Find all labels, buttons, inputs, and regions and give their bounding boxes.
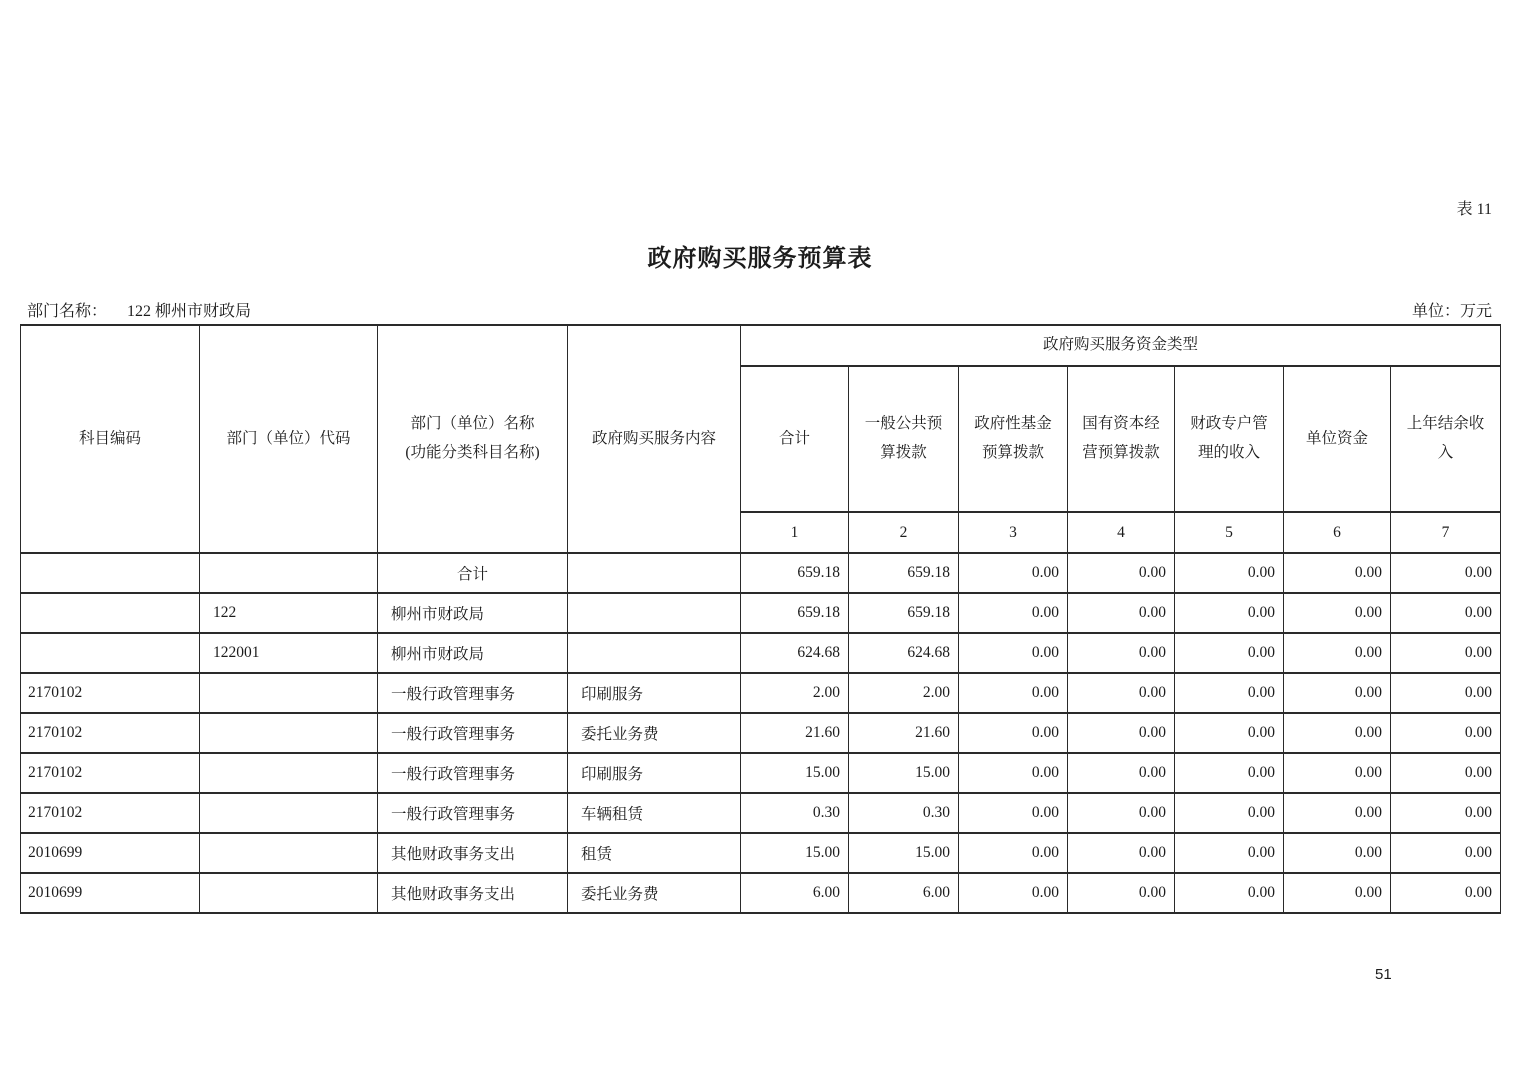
cell-subject-code: 2170102 (21, 793, 200, 833)
cell-value-col5: 0.00 (1175, 633, 1284, 673)
col-header-dept-name (378, 325, 568, 553)
cell-service-content: 委托业务费 (568, 873, 741, 913)
cell-subject-code (21, 553, 200, 593)
table-row (21, 633, 1501, 673)
cell-value-col6: 0.00 (1284, 633, 1391, 673)
cell-value-col2: 6.00 (849, 873, 959, 913)
cell-value-col3: 0.00 (959, 713, 1068, 753)
cell-value-col7: 0.00 (1391, 593, 1501, 633)
cell-value-col5: 0.00 (1175, 873, 1284, 913)
cell-dept-code: 122 (200, 593, 378, 633)
table-row (21, 753, 1501, 793)
page-title: 政府购买服务预算表 (647, 246, 873, 272)
cell-value-col7: 0.00 (1391, 673, 1501, 713)
col-header-fiscal-special-account-income: 财政专户管 理的收入 (1175, 366, 1284, 512)
cell-value-col4: 0.00 (1068, 633, 1175, 673)
cell-service-content (568, 593, 741, 633)
table-row (21, 833, 1501, 873)
department-label: 部门名称： (27, 303, 108, 320)
cell-value-col7: 0.00 (1391, 713, 1501, 753)
cell-dept-name: 一般行政管理事务 (378, 753, 568, 793)
cell-dept-name: 柳州市财政局 (378, 593, 568, 633)
col-index-3: 3 (959, 512, 1068, 553)
table-body (21, 553, 1501, 913)
col-header-prev-year-balance: 上年结余收 入 (1391, 366, 1501, 512)
cell-value-col4: 0.00 (1068, 753, 1175, 793)
cell-service-content (568, 633, 741, 673)
col-header-unit-funds: 单位资金 (1284, 366, 1391, 512)
cell-value-col5: 0.00 (1175, 553, 1284, 593)
cell-value-col1: 6.00 (741, 873, 849, 913)
cell-value-col3: 0.00 (959, 593, 1068, 633)
cell-value-col6: 0.00 (1284, 753, 1391, 793)
cell-dept-code (200, 753, 378, 793)
cell-value-col5: 0.00 (1175, 593, 1284, 633)
cell-value-col7: 0.00 (1391, 833, 1501, 873)
cell-value-col6: 0.00 (1284, 673, 1391, 713)
cell-dept-code (200, 873, 378, 913)
cell-dept-code (200, 793, 378, 833)
cell-dept-name: 一般行政管理事务 (378, 713, 568, 753)
cell-dept-name: 其他财政事务支出 (378, 833, 568, 873)
cell-value-col2: 2.00 (849, 673, 959, 713)
col-index-2: 2 (849, 512, 959, 553)
cell-value-col6: 0.00 (1284, 713, 1391, 753)
cell-value-col6: 0.00 (1284, 833, 1391, 873)
cell-value-col7: 0.00 (1391, 793, 1501, 833)
cell-value-col6: 0.00 (1284, 593, 1391, 633)
cell-value-col6: 0.00 (1284, 873, 1391, 913)
cell-value-col3: 0.00 (959, 633, 1068, 673)
col-header-dept-code: 部门（单位）代码 (200, 325, 378, 553)
cell-value-col2: 15.00 (849, 833, 959, 873)
col-header-dept-name-line2: (功能分类科目名称) (405, 444, 540, 461)
col-index-5: 5 (1175, 512, 1284, 553)
unit-note: 单位：万元 (1411, 303, 1492, 320)
cell-value-col1: 21.60 (741, 713, 849, 753)
cell-dept-name: 其他财政事务支出 (378, 873, 568, 913)
cell-value-col4: 0.00 (1068, 673, 1175, 713)
cell-value-col4: 0.00 (1068, 833, 1175, 873)
cell-value-col1: 15.00 (741, 833, 849, 873)
table-row (21, 873, 1501, 913)
col-header-subject-code: 科目编码 (21, 325, 200, 553)
cell-value-col4: 0.00 (1068, 793, 1175, 833)
cell-dept-code: 122001 (200, 633, 378, 673)
cell-value-col2: 659.18 (849, 553, 959, 593)
page-number: 51 (1375, 966, 1392, 983)
cell-value-col5: 0.00 (1175, 713, 1284, 753)
cell-dept-name: 一般行政管理事务 (378, 793, 568, 833)
cell-value-col1: 659.18 (741, 553, 849, 593)
cell-value-col1: 624.68 (741, 633, 849, 673)
cell-dept-code (200, 833, 378, 873)
department-value: 122 柳州市财政局 (127, 303, 252, 320)
col-header-dept-name-line1: 部门（单位）名称 (410, 415, 535, 433)
col-header-govt-fund-budget: 政府性基金 预算拨款 (959, 366, 1068, 512)
cell-service-content: 印刷服务 (568, 753, 741, 793)
department-line (27, 298, 251, 321)
table-row (21, 553, 1501, 593)
cell-value-col1: 2.00 (741, 673, 849, 713)
cell-value-col6: 0.00 (1284, 553, 1391, 593)
cell-value-col3: 0.00 (959, 873, 1068, 913)
cell-service-content: 印刷服务 (568, 673, 741, 713)
cell-value-col2: 21.60 (849, 713, 959, 753)
cell-service-content (568, 553, 741, 593)
cell-value-col3: 0.00 (959, 833, 1068, 873)
cell-value-col4: 0.00 (1068, 873, 1175, 913)
cell-dept-code (200, 673, 378, 713)
cell-value-col7: 0.00 (1391, 873, 1501, 913)
cell-subject-code: 2010699 (21, 833, 200, 873)
cell-value-col4: 0.00 (1068, 553, 1175, 593)
col-index-4: 4 (1068, 512, 1175, 553)
table-row (21, 593, 1501, 633)
cell-value-col3: 0.00 (959, 553, 1068, 593)
cell-dept-name: 一般行政管理事务 (378, 673, 568, 713)
cell-value-col3: 0.00 (959, 673, 1068, 713)
header-row-group (21, 325, 1501, 366)
cell-value-col5: 0.00 (1175, 753, 1284, 793)
cell-service-content: 车辆租赁 (568, 793, 741, 833)
col-index-7: 7 (1391, 512, 1501, 553)
col-header-fund-type-group: 政府购买服务资金类型 (741, 325, 1501, 366)
table-row (21, 713, 1501, 753)
cell-value-col3: 0.00 (959, 753, 1068, 793)
cell-subject-code (21, 633, 200, 673)
cell-value-col5: 0.00 (1175, 793, 1284, 833)
table-row (21, 793, 1501, 833)
cell-subject-code: 2170102 (21, 673, 200, 713)
cell-dept-name: 柳州市财政局 (378, 633, 568, 673)
cell-value-col2: 15.00 (849, 753, 959, 793)
cell-service-content: 委托业务费 (568, 713, 741, 753)
cell-value-col1: 659.18 (741, 593, 849, 633)
table-tag: 表 11 (1456, 201, 1492, 218)
cell-value-col1: 0.30 (741, 793, 849, 833)
cell-dept-code (200, 553, 378, 593)
cell-subject-code: 2010699 (21, 873, 200, 913)
col-header-general-public-budget: 一般公共预 算拨款 (849, 366, 959, 512)
cell-dept-name: 合计 (378, 553, 568, 593)
table-header (21, 325, 1501, 553)
budget-table (20, 324, 1501, 914)
cell-value-col3: 0.00 (959, 793, 1068, 833)
col-header-total: 合计 (741, 366, 849, 512)
col-header-service-content: 政府购买服务内容 (568, 325, 741, 553)
col-index-1: 1 (741, 512, 849, 553)
cell-subject-code: 2170102 (21, 753, 200, 793)
cell-value-col7: 0.00 (1391, 633, 1501, 673)
cell-value-col5: 0.00 (1175, 833, 1284, 873)
cell-value-col6: 0.00 (1284, 793, 1391, 833)
cell-service-content: 租赁 (568, 833, 741, 873)
table-row (21, 673, 1501, 713)
cell-value-col2: 0.30 (849, 793, 959, 833)
meta-row (27, 298, 1492, 321)
cell-value-col2: 624.68 (849, 633, 959, 673)
cell-value-col7: 0.00 (1391, 753, 1501, 793)
cell-value-col1: 15.00 (741, 753, 849, 793)
col-header-state-capital-budget: 国有资本经 营预算拨款 (1068, 366, 1175, 512)
cell-value-col7: 0.00 (1391, 553, 1501, 593)
cell-value-col2: 659.18 (849, 593, 959, 633)
cell-subject-code (21, 593, 200, 633)
cell-value-col5: 0.00 (1175, 673, 1284, 713)
cell-subject-code: 2170102 (21, 713, 200, 753)
cell-dept-code (200, 713, 378, 753)
cell-value-col4: 0.00 (1068, 593, 1175, 633)
col-index-6: 6 (1284, 512, 1391, 553)
cell-value-col4: 0.00 (1068, 713, 1175, 753)
